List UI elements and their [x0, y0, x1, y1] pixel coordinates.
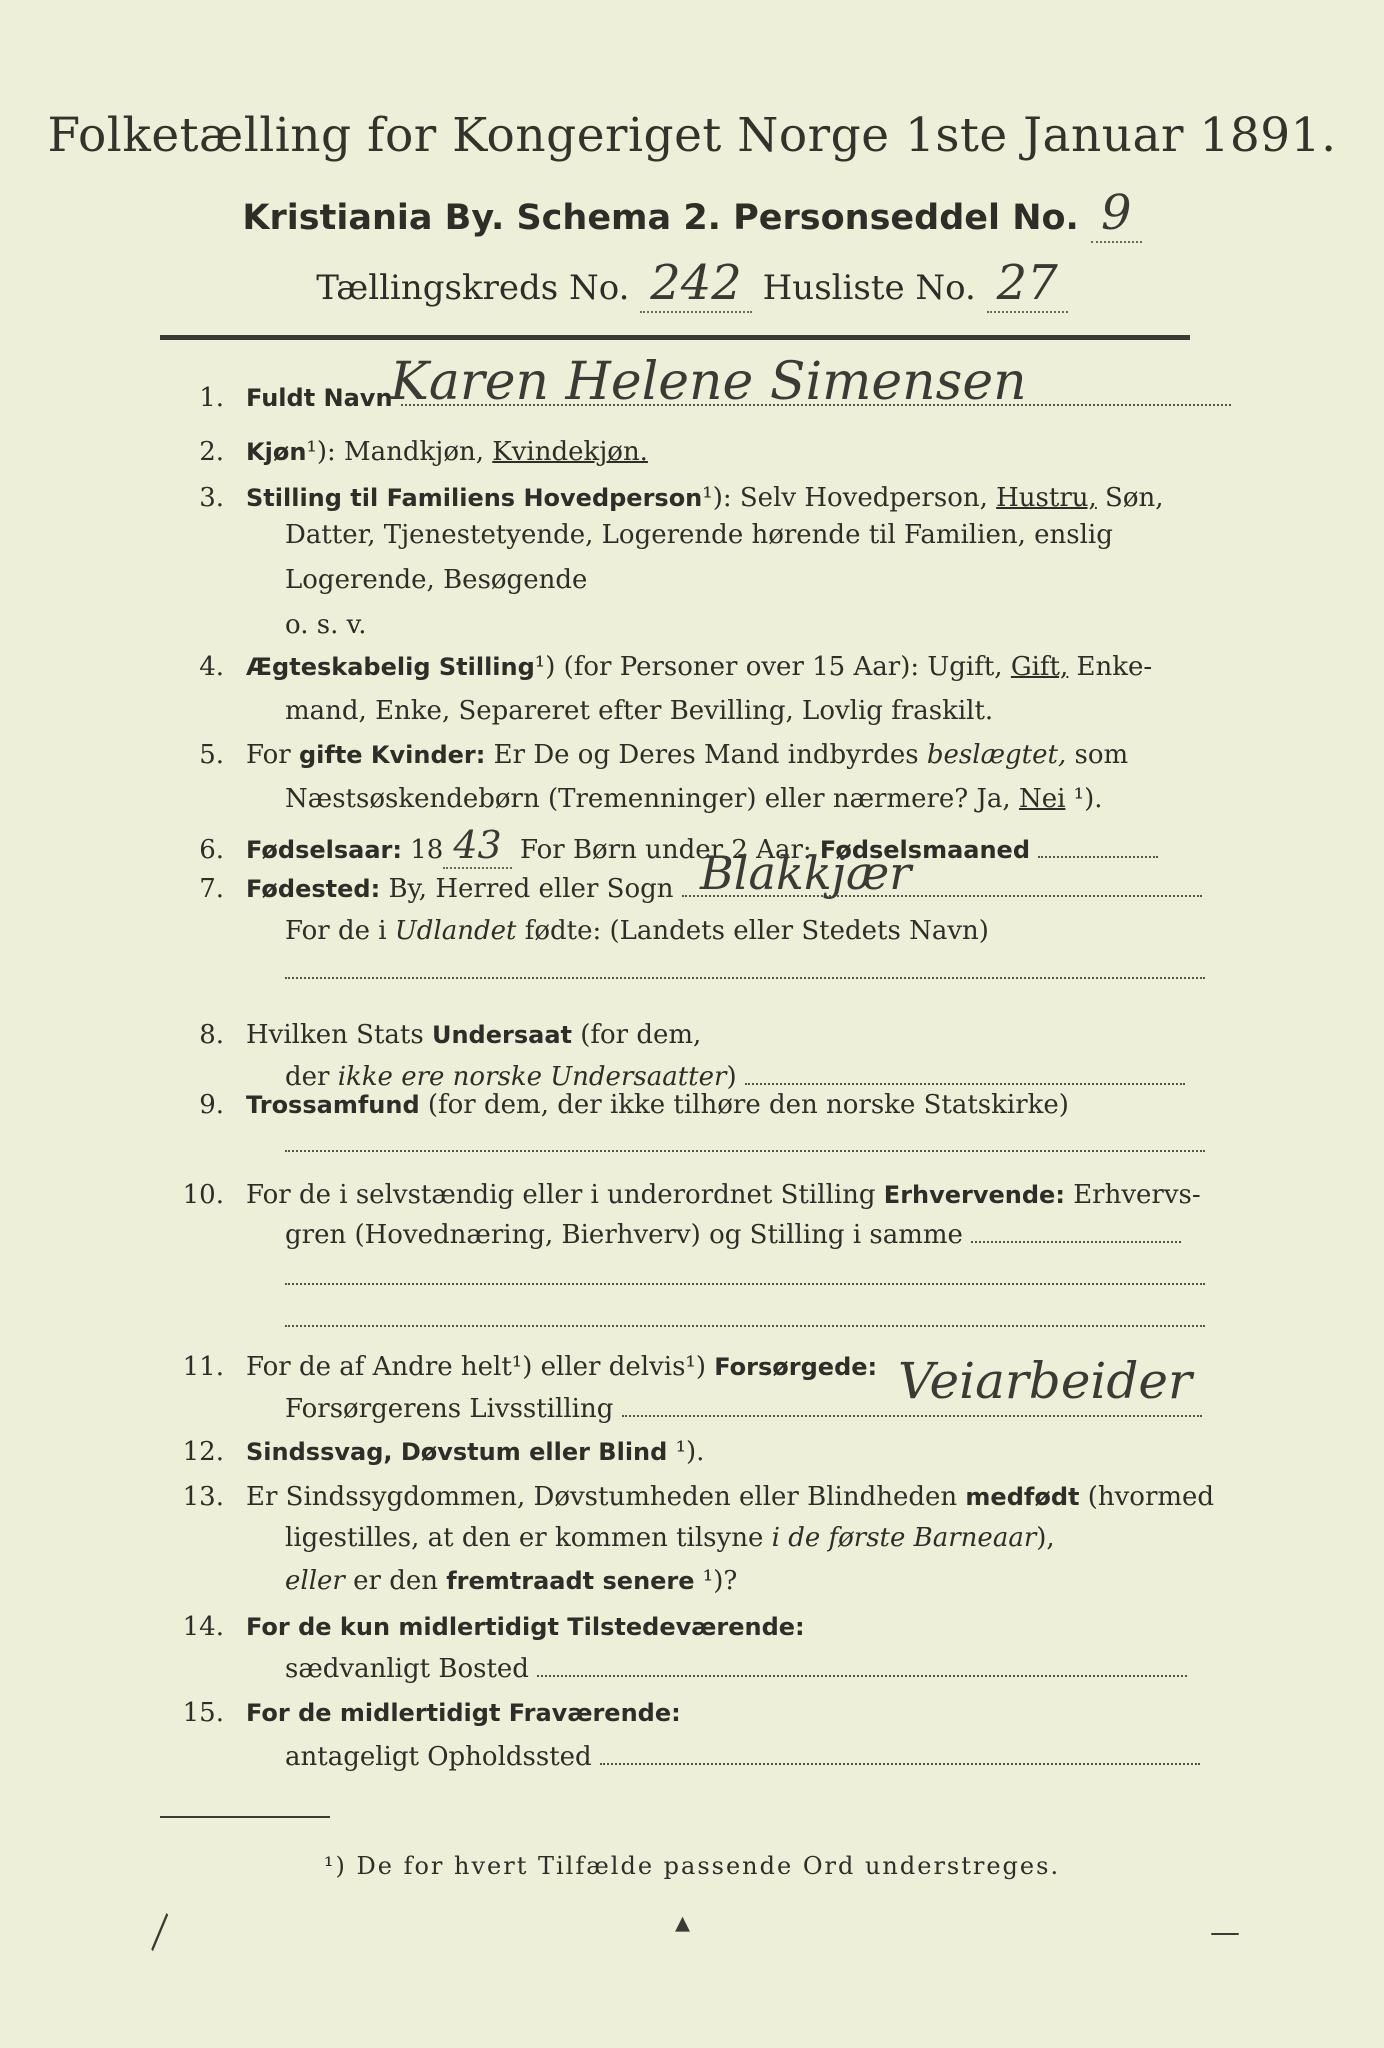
sup: ¹): — [702, 483, 732, 513]
item-label: Fødselsmaaned — [819, 836, 1031, 864]
item-7 — [160, 874, 1210, 904]
item-text: Erhvervs- — [1064, 1180, 1201, 1210]
item-label: Fødested: — [246, 875, 381, 903]
item-3-line-4: o. s. v. — [285, 610, 367, 640]
blank-line — [285, 1283, 1205, 1285]
item-6 — [160, 823, 1210, 867]
item-number: 15. — [182, 1698, 224, 1728]
item-text: (for dem, — [571, 1020, 702, 1050]
item-3-line-2: Datter, Tjenestetyende, Logerende hørende til Familien, enslig — [285, 520, 1113, 550]
item-text: For de i — [285, 916, 395, 946]
item-number: 2. — [199, 437, 224, 467]
item-8-line-2 — [285, 1062, 1210, 1092]
item-number: 7. — [199, 874, 224, 904]
item-2 — [160, 437, 1210, 467]
item-text: fødte: (Landets eller Stedets Navn) — [516, 916, 989, 946]
item-text: Er De og Deres Mand indbyrdes — [485, 740, 927, 770]
item-label: Undersaat — [431, 1021, 572, 1049]
item-text: Selv Hovedperson, — [731, 483, 997, 513]
item-text: gren (Hovednæring, Bierhverv) og Stilling i samme — [285, 1220, 963, 1250]
item-14 — [160, 1612, 1210, 1642]
item-text: antageligt Opholdssted — [285, 1742, 592, 1772]
provider-occupation-answer: Veiarbeider — [898, 1352, 1192, 1410]
answer-line — [1038, 838, 1158, 858]
item-5-line-2 — [285, 784, 1210, 814]
item-label: Fraværende: — [508, 1699, 681, 1727]
item-text: Mandkjøn, — [335, 437, 493, 467]
item-text: ¹). — [1065, 784, 1103, 814]
item-number: 6. — [199, 835, 224, 865]
item-4-line-2: mand, Enke, Separeret efter Bevilling, Lovlig fraskilt. — [285, 696, 994, 726]
item-label: Fuldt Navn — [246, 384, 393, 412]
item-10 — [160, 1180, 1210, 1210]
item-text: Hvilken Stats — [246, 1020, 432, 1050]
item-italic: i de første Barneaar — [771, 1523, 1037, 1553]
item-label: medfødt — [965, 1483, 1080, 1511]
item-label: Ægteskabelig Stilling — [246, 653, 535, 681]
item-text: Enke- — [1068, 652, 1153, 682]
form-subtitle — [0, 185, 1384, 241]
item-5 — [160, 740, 1210, 770]
sup: ¹): — [306, 437, 336, 467]
item-text: sædvanligt Bosted — [285, 1654, 529, 1684]
item-text: ligestilles, at den er kommen tilsyne — [285, 1523, 772, 1553]
item-text: For de i selvstændig eller i underordnet Stilling — [246, 1180, 884, 1210]
item-14-line-2 — [285, 1654, 1210, 1684]
husliste-label: Husliste No. — [762, 268, 976, 308]
item-label: Tilstedeværende: — [567, 1613, 805, 1641]
item-number: 3. — [199, 483, 224, 513]
answer-line — [745, 1065, 1185, 1085]
item-label: fremtraadt senere — [446, 1567, 695, 1595]
item-9 — [160, 1090, 1210, 1120]
husliste-number: 27 — [987, 255, 1068, 313]
item-15-line-2 — [285, 1742, 1210, 1772]
item-number: 12. — [182, 1437, 224, 1467]
item-12 — [160, 1437, 1210, 1467]
ink-mark: ▴ — [675, 1905, 691, 1940]
footnote: ¹) De for hvert Tilfælde passende Ord understreges. — [323, 1852, 1061, 1880]
name-answer: Karen Helene Simensen — [390, 352, 1027, 412]
item-italic: ikke ere norske Undersaatter — [337, 1062, 727, 1092]
item-text: Er Sindssygdommen, Døvstumheden eller Blindheden — [246, 1482, 966, 1512]
item-text: ¹). — [667, 1437, 705, 1467]
item-13-line-3 — [285, 1566, 1210, 1596]
item-text: som — [1066, 740, 1129, 770]
item-number: 4. — [199, 652, 224, 682]
item-number: 13. — [182, 1482, 224, 1512]
item-label: Trossamfund — [246, 1091, 420, 1119]
item-text: Næstsøskendebørn (Tremenninger) eller nærmere? Ja, — [285, 784, 1019, 814]
selected-option: Nei — [1018, 784, 1066, 814]
footnote-rule — [160, 1816, 330, 1818]
item-text: Forsørgerens Livsstilling — [285, 1394, 614, 1424]
item-15 — [160, 1698, 1210, 1728]
item-number: 11. — [182, 1352, 224, 1382]
item-text: 18 — [402, 835, 444, 865]
birth-year-answer: 43 — [443, 823, 511, 869]
item-text: er den — [344, 1566, 447, 1596]
item-label: Fødselsaar: — [246, 836, 402, 864]
item-text: ¹)? — [694, 1566, 738, 1596]
item-7-line-2 — [285, 916, 1210, 946]
item-number: 8. — [199, 1020, 224, 1050]
item-label: Sindssvag, Døvstum eller Blind — [246, 1438, 668, 1466]
item-label: For de kun midlertidigt — [246, 1613, 568, 1641]
item-13-line-2 — [285, 1523, 1210, 1553]
form-subtitle-2 — [0, 255, 1384, 311]
selected-option: Kvindekjøn. — [492, 437, 648, 467]
item-italic: Udlandet — [394, 916, 517, 946]
item-text: Søn, — [1096, 483, 1164, 513]
item-3 — [160, 483, 1210, 513]
item-label: Kjøn — [246, 438, 307, 466]
birthplace-answer: Blakkjær — [700, 846, 912, 900]
item-text: For de af Andre helt¹) eller delvis¹) — [246, 1352, 715, 1382]
item-italic: beslægtet, — [926, 740, 1067, 770]
item-4 — [160, 652, 1210, 682]
blank-line — [285, 1150, 1205, 1152]
item-text: der — [285, 1062, 338, 1092]
item-label: For de midlertidigt — [246, 1699, 509, 1727]
taellingskreds-label: Tællingskreds No. — [316, 268, 630, 308]
personseddel-number: 9 — [1091, 185, 1142, 243]
item-3-line-3: Logerende, Besøgende — [285, 565, 588, 595]
subtitle-prefix: Kristiania By. Schema 2. Personseddel No. — [242, 198, 1079, 238]
item-text: ), — [1036, 1523, 1055, 1553]
sup: ¹) — [534, 652, 556, 682]
item-number: 9. — [199, 1090, 224, 1120]
ink-mark: ╲ — [139, 1914, 179, 1951]
item-text: For Børn under 2 Aar: — [511, 835, 820, 865]
item-13 — [160, 1482, 1215, 1512]
item-text: (for Personer over 15 Aar): Ugift, — [555, 652, 1011, 682]
item-label: gifte Kvinder: — [298, 741, 486, 769]
answer-line — [971, 1223, 1181, 1243]
blank-line — [285, 1325, 1205, 1327]
answer-line — [537, 1657, 1187, 1677]
item-number: 1. — [199, 383, 224, 413]
header-rule — [160, 335, 1190, 340]
blank-line — [285, 977, 1205, 979]
item-10-line-2 — [285, 1220, 1210, 1250]
item-text: ) — [726, 1062, 737, 1092]
ink-mark: — — [1210, 1915, 1240, 1950]
item-number: 5. — [199, 740, 224, 770]
item-label: Forsørgede: — [714, 1353, 878, 1381]
item-number: 14. — [182, 1612, 224, 1642]
item-label: Erhvervende: — [883, 1181, 1065, 1209]
item-italic: eller — [285, 1566, 345, 1596]
answer-line — [600, 1745, 1200, 1765]
item-text: (for dem, der ikke tilhøre den norske Statskirke) — [419, 1090, 1069, 1120]
item-number: 10. — [182, 1180, 224, 1210]
item-text: By, Herred eller Sogn — [380, 874, 674, 904]
taellingskreds-number: 242 — [640, 255, 752, 313]
selected-option: Hustru, — [996, 483, 1097, 513]
item-text: (hvormed — [1079, 1482, 1215, 1512]
item-label: Stilling til Familiens Hovedperson — [246, 484, 703, 512]
form-title: Folketælling for Kongeriget Norge 1ste Januar 1891. — [47, 108, 1337, 163]
selected-option: Gift, — [1010, 652, 1069, 682]
item-text: For — [246, 740, 299, 770]
item-8 — [160, 1020, 1210, 1050]
